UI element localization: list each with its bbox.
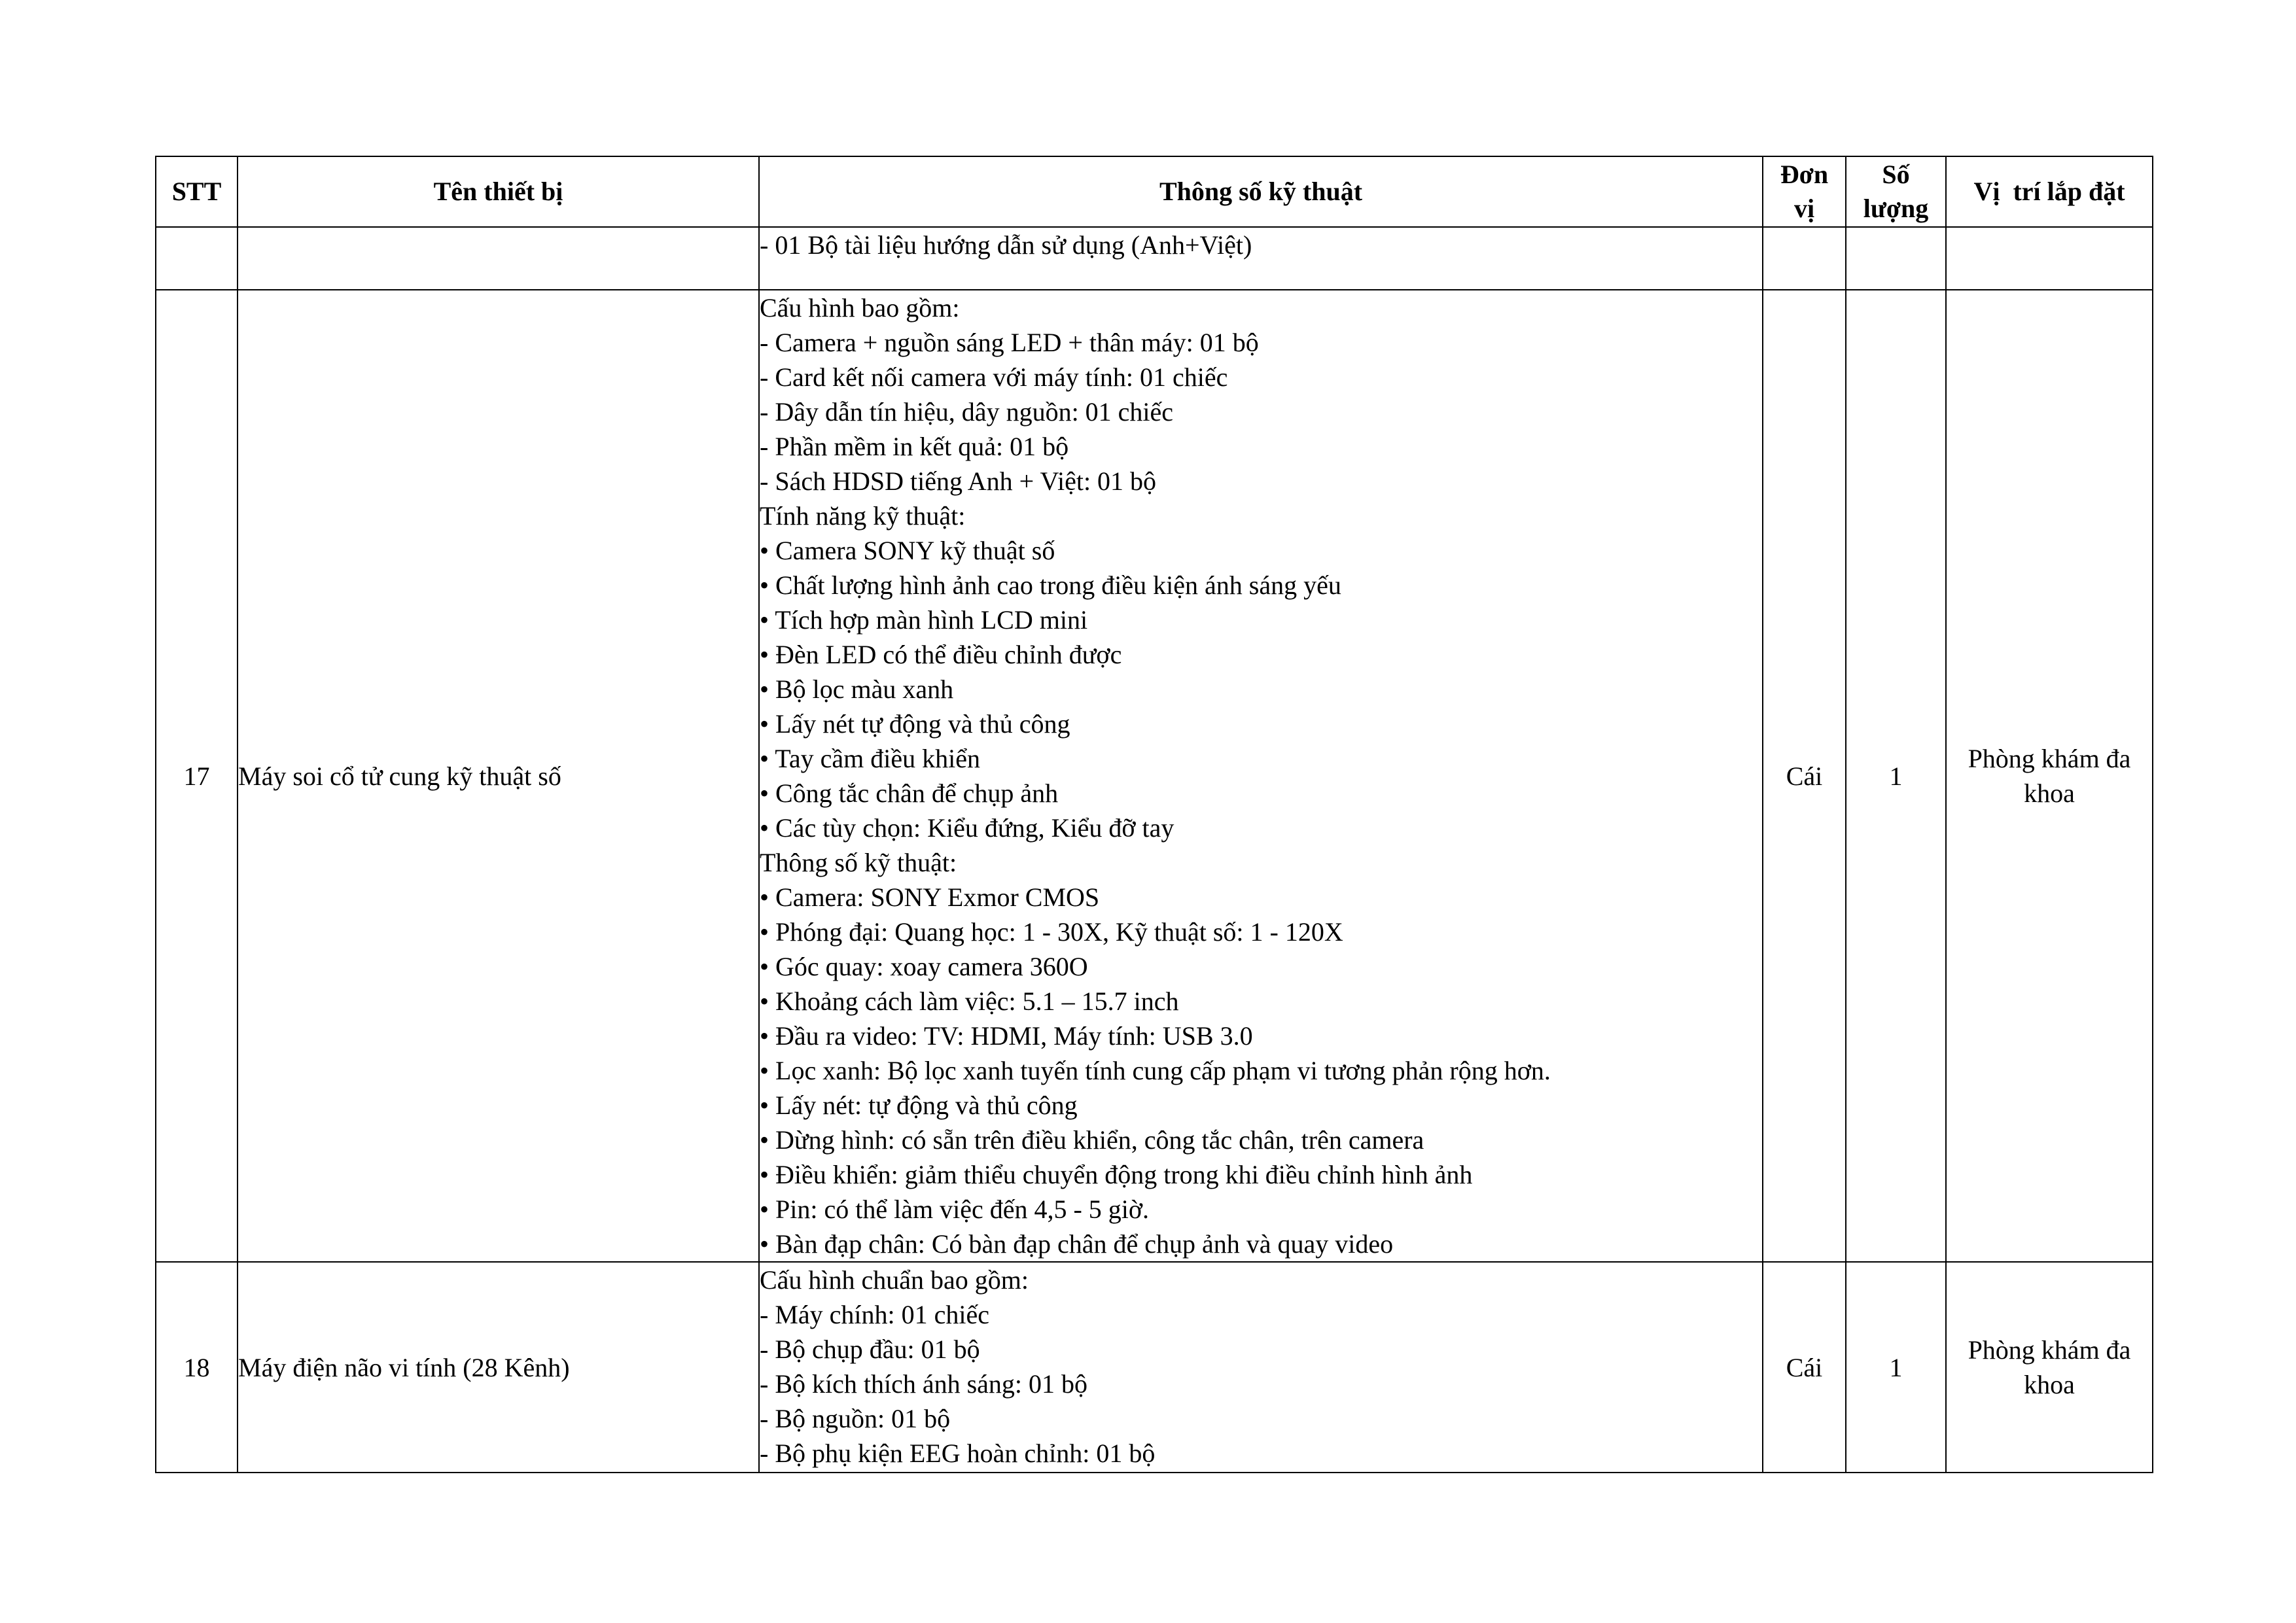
spec-line: Tính năng kỹ thuật: bbox=[760, 501, 966, 531]
spec-line: Cấu hình chuẩn bao gồm: bbox=[760, 1265, 1029, 1295]
spec-line: • Chất lượng hình ảnh cao trong điều kiện ánh sáng yếu bbox=[760, 570, 1341, 600]
spec-line: • Lọc xanh: Bộ lọc xanh tuyến tính cung cấp phạm vi tương phản rộng hơn. bbox=[760, 1056, 1551, 1085]
header-unit-line2: vị bbox=[1793, 194, 1815, 223]
spec-line: • Dừng hình: có sẵn trên điều khiển, công tắc chân, trên camera bbox=[760, 1125, 1424, 1155]
spec-line: • Khoảng cách làm việc: 5.1 – 15.7 inch bbox=[760, 986, 1179, 1016]
spec-line: - Bộ nguồn: 01 bộ bbox=[760, 1404, 951, 1433]
cell-specifications bbox=[759, 227, 1763, 290]
spec-line: • Điều khiển: giảm thiểu chuyển động trong khi điều chỉnh hình ảnh bbox=[760, 1160, 1473, 1189]
location-line2: khoa bbox=[2024, 1370, 2075, 1399]
location-line2: khoa bbox=[2024, 778, 2075, 808]
spec-line: • Bàn đạp chân: Có bàn đạp chân để chụp ảnh và quay video bbox=[760, 1229, 1394, 1259]
header-install-location: Vị trí lắp đặt bbox=[1946, 156, 2153, 227]
cell-install-location bbox=[1946, 1262, 2153, 1473]
cell-unit: Cái bbox=[1763, 1262, 1846, 1473]
spec-line: - Sách HDSD tiếng Anh + Việt: 01 bộ bbox=[760, 466, 1157, 496]
spec-line: - Máy chính: 01 chiếc bbox=[760, 1300, 989, 1329]
spec-line: - Bộ kích thích ánh sáng: 01 bộ bbox=[760, 1369, 1088, 1399]
table-row-continuation bbox=[156, 227, 2153, 290]
spec-line: • Lấy nét tự động và thủ công bbox=[760, 709, 1070, 739]
cell-device-name: Máy điện não vi tính (28 Kênh) bbox=[238, 1262, 759, 1473]
location-line1: Phòng khám đa bbox=[1968, 744, 2131, 773]
table-header-row bbox=[156, 156, 2153, 227]
spec-line: - Bộ chụp đầu: 01 bộ bbox=[760, 1335, 980, 1364]
spec-line: • Pin: có thể làm việc đến 4,5 - 5 giờ. bbox=[760, 1195, 1150, 1224]
cell-unit: Cái bbox=[1763, 290, 1846, 1262]
spec-line: Thông số kỹ thuật: bbox=[760, 848, 957, 877]
cell-quantity: 1 bbox=[1846, 1262, 1946, 1473]
spec-line: - Bộ phụ kiện EEG hoàn chỉnh: 01 bộ bbox=[760, 1439, 1156, 1468]
cell-stt bbox=[156, 227, 238, 290]
cell-install-location bbox=[1946, 290, 2153, 1262]
table-row bbox=[156, 1262, 2153, 1473]
spec-line: - Card kết nối camera với máy tính: 01 chiếc bbox=[760, 362, 1228, 392]
spec-line: Cấu hình bao gồm: bbox=[760, 293, 960, 323]
cell-specifications bbox=[759, 290, 1763, 1262]
header-specifications: Thông số kỹ thuật bbox=[759, 156, 1763, 227]
header-quantity-line2: lượng bbox=[1863, 194, 1929, 223]
spec-line: - Phần mềm in kết quả: 01 bộ bbox=[760, 432, 1069, 461]
location-line1: Phòng khám đa bbox=[1968, 1335, 2131, 1365]
header-unit bbox=[1763, 156, 1846, 227]
header-quantity bbox=[1846, 156, 1946, 227]
spec-line: • Công tắc chân để chụp ảnh bbox=[760, 778, 1059, 808]
cell-quantity bbox=[1846, 227, 1946, 290]
cell-quantity: 1 bbox=[1846, 290, 1946, 1262]
spec-line: • Bộ lọc màu xanh bbox=[760, 674, 954, 704]
spec-line: • Camera SONY kỹ thuật số bbox=[760, 536, 1055, 565]
header-stt: STT bbox=[156, 156, 238, 227]
cell-stt: 18 bbox=[156, 1262, 238, 1473]
table-row bbox=[156, 290, 2153, 1262]
spec-line: • Đầu ra video: TV: HDMI, Máy tính: USB 3.0 bbox=[760, 1021, 1253, 1051]
equipment-spec-table bbox=[155, 156, 2153, 1473]
spec-line: • Tay cầm điều khiển bbox=[760, 744, 981, 773]
spec-line: - Camera + nguồn sáng LED + thân máy: 01 bộ bbox=[760, 328, 1259, 357]
cell-specifications bbox=[759, 1262, 1763, 1473]
cell-device-name: Máy soi cổ tử cung kỹ thuật số bbox=[238, 290, 759, 1262]
header-unit-line1: Đơn bbox=[1780, 160, 1829, 189]
spec-line: • Phóng đại: Quang học: 1 - 30X, Kỹ thuật số: 1 - 120X bbox=[760, 917, 1343, 947]
spec-line: • Góc quay: xoay camera 360O bbox=[760, 952, 1088, 981]
header-quantity-line1: Số bbox=[1882, 160, 1910, 189]
cell-device-name bbox=[238, 227, 759, 290]
spec-line: • Tích hợp màn hình LCD mini bbox=[760, 605, 1088, 635]
cell-stt: 17 bbox=[156, 290, 238, 1262]
header-device-name: Tên thiết bị bbox=[238, 156, 759, 227]
cell-install-location bbox=[1946, 227, 2153, 290]
spec-line: • Camera: SONY Exmor CMOS bbox=[760, 882, 1100, 912]
spec-line: • Đèn LED có thể điều chỉnh được bbox=[760, 640, 1122, 669]
spec-line: • Các tùy chọn: Kiểu đứng, Kiểu đỡ tay bbox=[760, 813, 1174, 843]
spec-line: - Dây dẫn tín hiệu, dây nguồn: 01 chiếc bbox=[760, 397, 1174, 427]
spec-line: • Lấy nét: tự động và thủ công bbox=[760, 1091, 1078, 1120]
cell-unit bbox=[1763, 227, 1846, 290]
spec-line: - 01 Bộ tài liệu hướng dẫn sử dụng (Anh+Việt) bbox=[760, 230, 1252, 260]
